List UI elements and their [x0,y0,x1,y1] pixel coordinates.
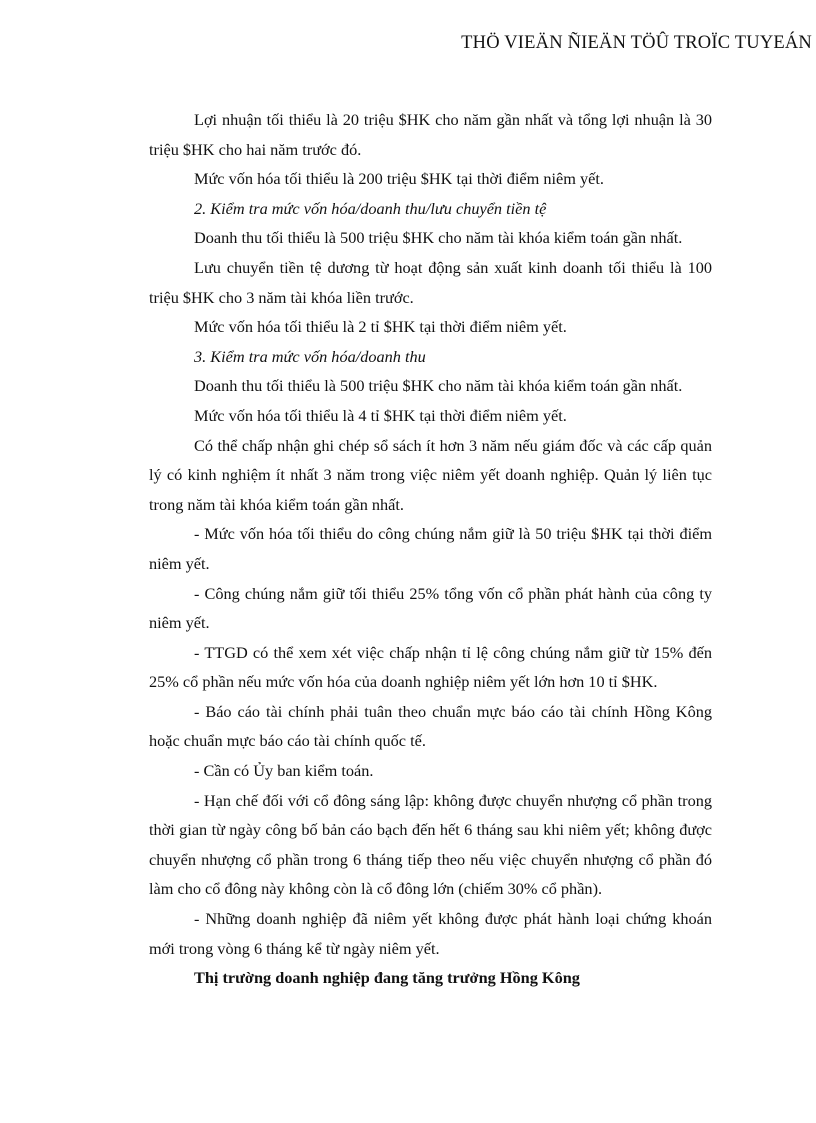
bullet-ttgd-ratio: - TTGD có thể xem xét việc chấp nhận tỉ lệ công chúng nắm giữ từ 15% đến 25% cổ phần nếu mức vốn hóa của doanh nghiệp niêm yết lớn hơn 10 tỉ $HK. [149,642,712,692]
paragraph-min-capitalization-2b: Mức vốn hóa tối thiểu là 2 tỉ $HK tại thời điểm niêm yết. [194,317,567,337]
paragraph-min-profit: Lợi nhuận tối thiểu là 20 triệu $HK cho năm gần nhất và tổng lợi nhuận là 30 triệu $HK cho hai năm trước đó. [149,110,712,159]
paragraph-min-capitalization-4b: Mức vốn hóa tối thiểu là 4 tỉ $HK tại thời điểm niêm yết. [194,405,567,425]
bullet-public-holding-25: - Công chúng nắm giữ tối thiểu 25% tổng vốn cổ phần phát hành của công ty niêm yết. [149,583,712,633]
section-heading-growth-market: Thị trường doanh nghiệp đang tăng trưởng Hồng Kông [194,968,580,988]
paragraph-cash-flow: Lưu chuyển tiền tệ dương từ hoạt động sản xuất kinh doanh tối thiểu là 100 triệu $HK cho 3 năm tài khóa liền trước. [149,257,712,307]
document-body [149,105,712,993]
subheading-test-2: 2. Kiểm tra mức vốn hóa/doanh thu/lưu chuyển tiền tệ [194,198,547,218]
subheading-test-3: 3. Kiểm tra mức vốn hóa/doanh thu [194,346,426,366]
bullet-financial-reporting: - Báo cáo tài chính phải tuân theo chuẩn mực báo cáo tài chính Hồng Kông hoặc chuẩn mực báo cáo tài chính quốc tế. [149,701,712,751]
paragraph-revenue-500m-a: Doanh thu tối thiểu là 500 triệu $HK cho năm tài khóa kiểm toán gần nhất. [194,228,683,248]
page-header: THÖ VIEÄN ÑIEÄN TÖÛ TROÏC TUYEÁN [461,33,812,53]
paragraph-min-capitalization-200m: Mức vốn hóa tối thiểu là 200 triệu $HK tại thời điểm niêm yết. [194,169,604,189]
bullet-new-securities: - Những doanh nghiệp đã niêm yết không được phát hành loại chứng khoán mới trong vòng 6 tháng kể từ ngày niêm yết. [149,909,712,958]
bullet-public-capitalization: - Mức vốn hóa tối thiểu do công chúng nắm giữ là 50 triệu $HK tại thời điểm niêm yết. [149,524,712,573]
bullet-audit-committee: - Cần có Ủy ban kiểm toán. [194,761,374,781]
bullet-founder-restrictions: - Hạn chế đối với cổ đông sáng lập: không được chuyển nhượng cổ phần trong thời gian từ ngày công bố bản cáo bạch đến hết 6 tháng sau khi niêm yết; không được chuyển nhượng cổ phần trong 6 tháng tiếp theo nếu việc chuyển nhượng cổ phần đó làm cho cổ đông này không còn là cổ đông lớn (chiếm 30% cổ phần). [149,790,712,899]
paragraph-bookkeeping: Có thể chấp nhận ghi chép sổ sách ít hơn 3 năm nếu giám đốc và các cấp quản lý có kinh nghiệm ít nhất 3 năm trong việc niêm yết doanh nghiệp. Quản lý liên tục trong năm tài khóa kiểm toán gần nhất. [149,435,712,514]
paragraph-revenue-500m-b: Doanh thu tối thiểu là 500 triệu $HK cho năm tài khóa kiểm toán gần nhất. [194,376,683,396]
